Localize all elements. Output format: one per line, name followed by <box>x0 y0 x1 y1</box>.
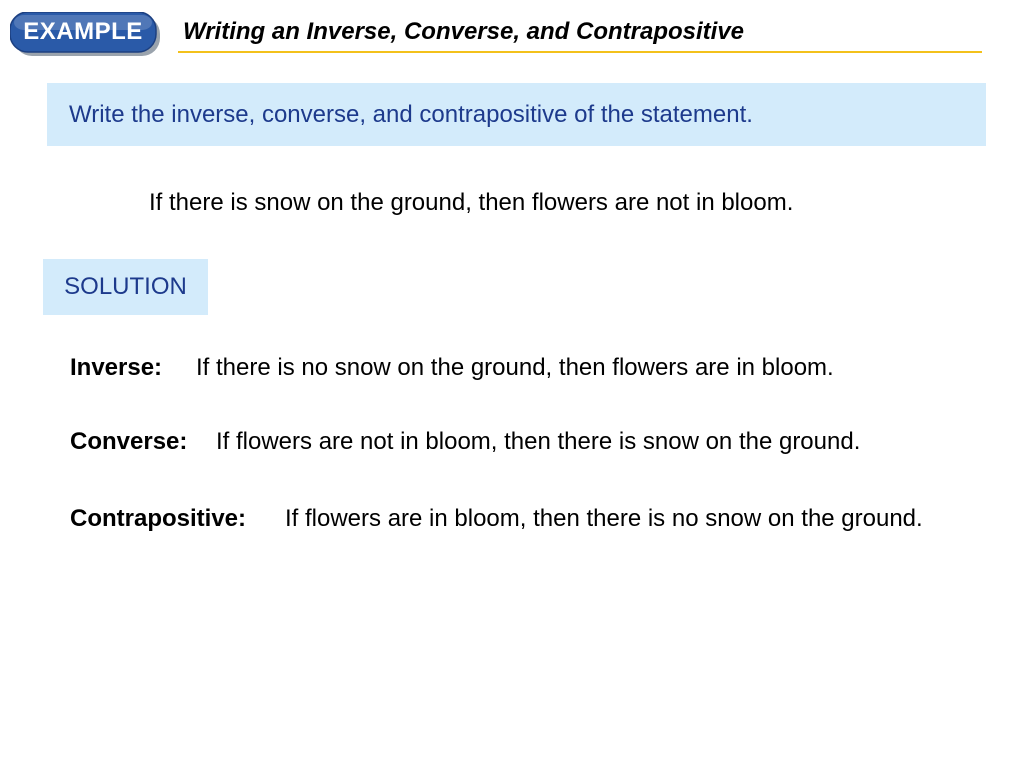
slide-title: Writing an Inverse, Converse, and Contrapositive <box>183 18 745 45</box>
converse-text: If flowers are not in bloom, then there is snow on the ground. <box>216 428 861 455</box>
inverse-row <box>70 354 834 382</box>
solution-label: SOLUTION <box>64 273 187 300</box>
instruction-text: Write the inverse, converse, and contrapositive of the statement. <box>69 100 753 128</box>
instruction-box <box>47 83 986 146</box>
inverse-text: If there is no snow on the ground, then flowers are in bloom. <box>196 354 834 381</box>
conditional-statement: If there is snow on the ground, then flowers are not in bloom. <box>149 189 794 216</box>
inverse-label: Inverse: <box>70 354 163 381</box>
example-badge-label: EXAMPLE <box>23 18 143 45</box>
converse-row <box>70 428 860 456</box>
solution-box <box>43 259 208 315</box>
converse-label: Converse: <box>70 428 188 455</box>
contrapositive-row <box>70 505 923 533</box>
contrapositive-label: Contrapositive: <box>70 505 247 532</box>
example-badge <box>10 12 160 56</box>
contrapositive-text: If flowers are in bloom, then there is no snow on the ground. <box>285 505 923 532</box>
title-underline <box>178 51 982 53</box>
